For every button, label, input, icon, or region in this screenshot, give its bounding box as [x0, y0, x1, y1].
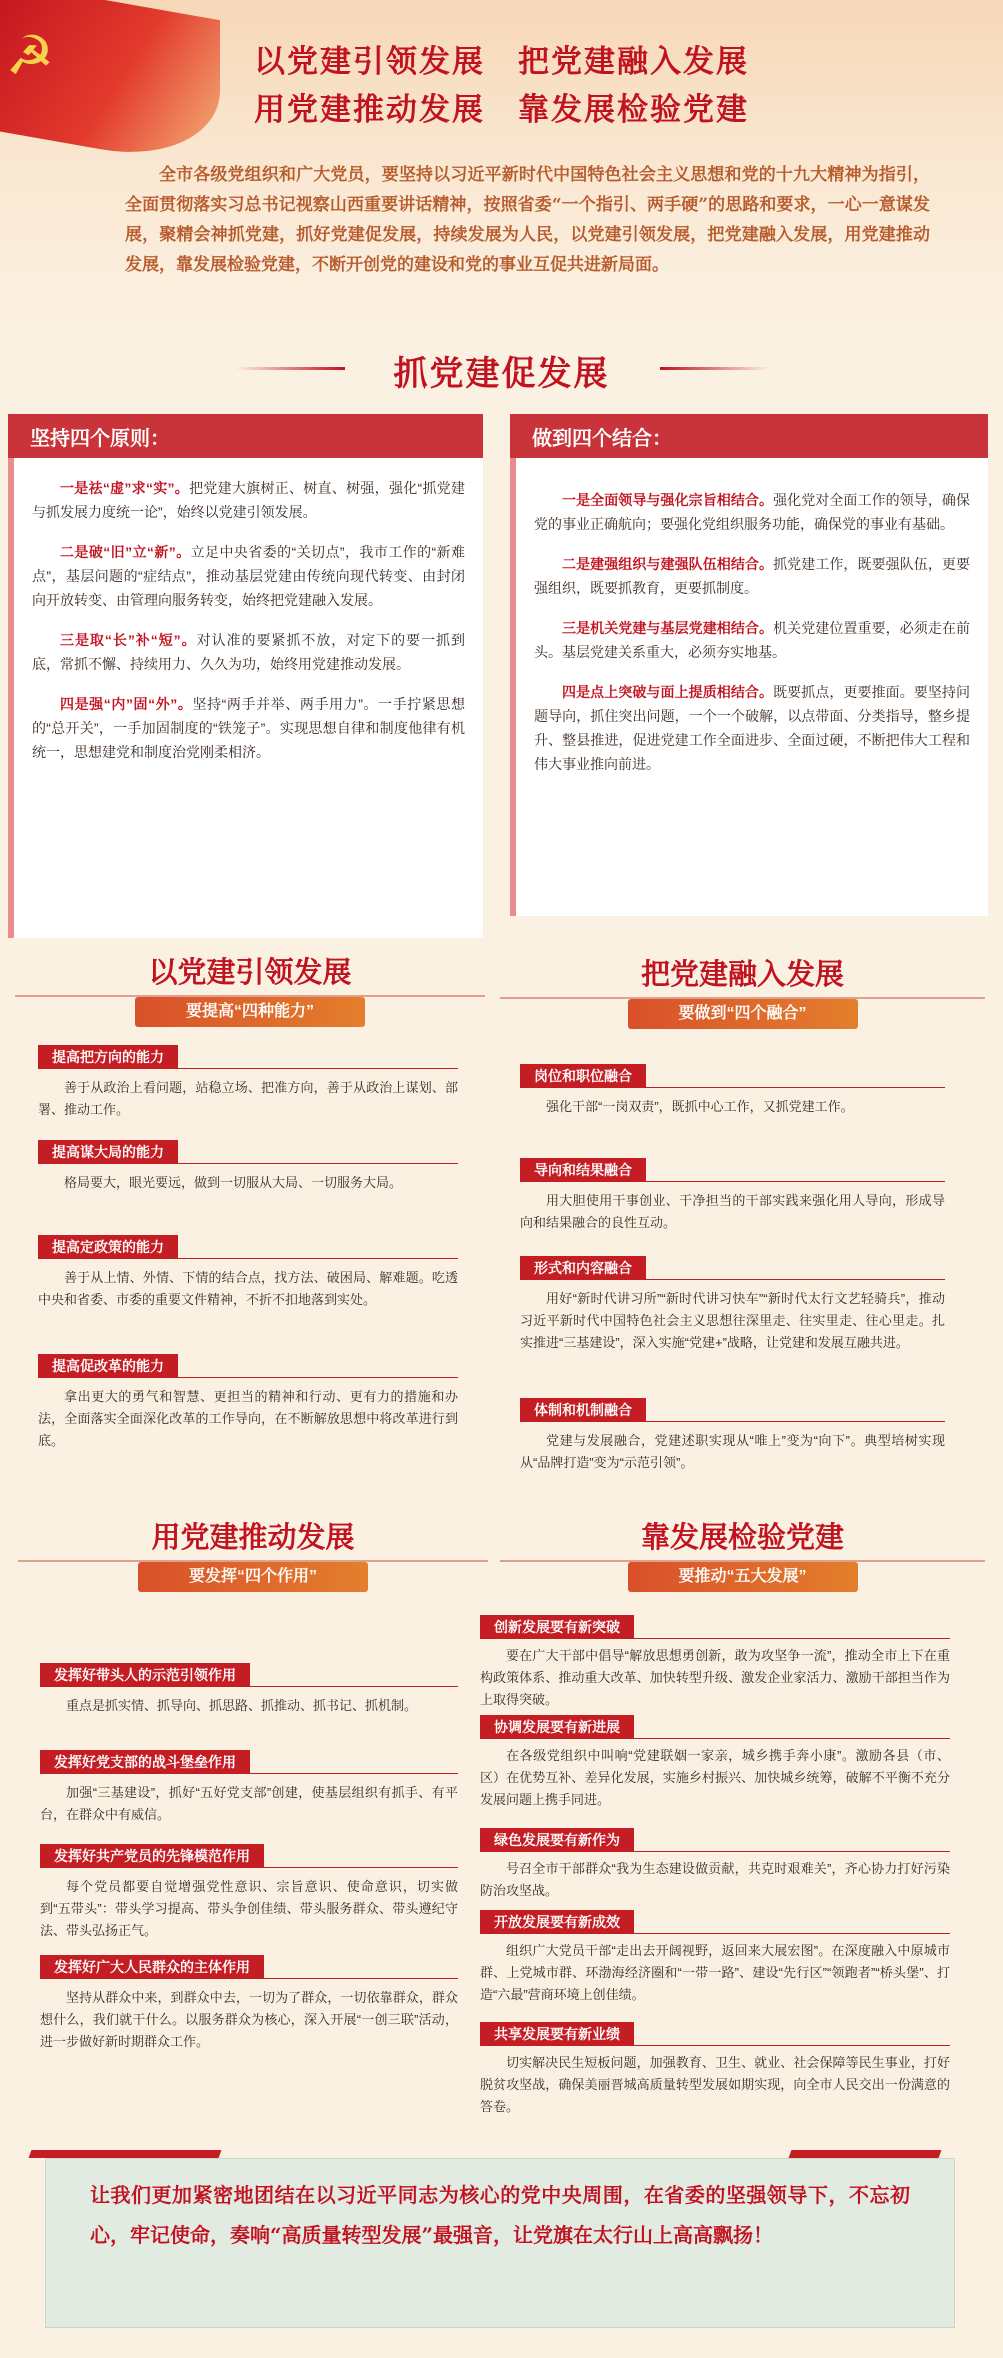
verify-item-text: 要在广大干部中倡导“解放思想勇创新，敢为攻坚争一流”，推动全市上下在重构政策体系、推动重大改革、加快转型升级、激发企业家活力、激励干部担当作为上取得突破。: [480, 1648, 950, 1707]
verify-item-text: 在各级党组织中叫响“党建联姻一家亲，城乡携手奔小康”。激励各县（市、区）在优势互补、差异化发展，实施乡村振兴、加快城乡统筹，破解不平衡不充分发展问题上携手同进。: [480, 1748, 950, 1807]
verify-item-tag: 开放发展要有新成效: [480, 1910, 634, 1934]
integrate-item-text: 用大胆使用干事创业、干净担当的干部实践来强化用人导向，形成导向和结果融合的良性互动。: [520, 1193, 945, 1230]
verify-item: [480, 1910, 950, 2006]
combination-lead: 二是建强组织与建强队伍相结合。: [562, 556, 774, 572]
combination-item: [534, 616, 970, 664]
drive-item-tag: 发挥好党支部的战斗堡垒作用: [40, 1750, 250, 1774]
principles-body: [8, 458, 483, 938]
principles-box: [8, 414, 483, 938]
drive-item-text: 重点是抓实情、抓导向、抓思路、抓推动、抓书记、抓机制。: [66, 1698, 418, 1713]
hammer-sickle-icon: ☭: [5, 24, 55, 87]
combinations-box: [510, 414, 988, 916]
combination-lead: 三是机关党建与基层党建相结合。: [562, 620, 774, 636]
principle-item: [32, 476, 465, 524]
principle-lead: 四是强“内”固“外”。: [60, 696, 193, 712]
section-lead-title: 以党建引领发展: [148, 955, 352, 989]
lead-item-text: 善于从政治上看问题，站稳立场、把准方向，善于从政治上谋划、部署、推动工作。: [38, 1080, 458, 1117]
integrate-item: [520, 1158, 945, 1234]
integrate-item-tag: 导向和结果融合: [520, 1158, 646, 1182]
verify-item: [480, 1615, 950, 1711]
section-lead-banner: 要提高“四种能力”: [135, 997, 365, 1027]
combination-item: [534, 488, 970, 536]
integrate-item-tag: 体制和机制融合: [520, 1398, 646, 1422]
drive-item-text: 每个党员都要自觉增强党性意识、宗旨意识、使命意识，切实做到“五带头”：带头学习提高、带头争创佳绩、带头服务群众、带头遵纪守法、带头弘扬正气。: [40, 1879, 458, 1938]
verify-item-tag: 协调发展要有新进展: [480, 1715, 634, 1739]
integrate-item-tag: 形式和内容融合: [520, 1256, 646, 1280]
integrate-item: [520, 1256, 945, 1354]
principle-item: [32, 628, 465, 676]
drive-item-tag: 发挥好广大人民群众的主体作用: [40, 1955, 264, 1979]
section-integrate-banner: 要做到“四个融合”: [628, 999, 858, 1029]
verify-item: [480, 2022, 950, 2118]
principle-item: [32, 540, 465, 612]
combination-item: [534, 552, 970, 600]
section-drive-title: 用党建推动发展: [151, 1520, 355, 1554]
verify-item: [480, 1828, 950, 1902]
combination-text: 既要抓点，更要推面。要坚持问题导向，抓住突出问题，一个一个破解，以点带面、分类指导，整乡提升、整县推进，促进党建工作全面进步、全面过硬，不断把伟大工程和伟大事业推向前进。: [534, 684, 971, 772]
section-integrate: [500, 952, 985, 1029]
combination-lead: 一是全面领导与强化宗旨相结合。: [562, 492, 774, 508]
principle-lead: 一是祛“虚”求“实”。: [60, 480, 190, 496]
section-verify: [500, 1515, 985, 1592]
lead-item-tag: 提高促改革的能力: [38, 1354, 178, 1378]
lead-item-tag: 提高定政策的能力: [38, 1235, 178, 1259]
combinations-body: [510, 458, 988, 916]
combination-text: 抓党建工作，既要强队伍，更要强组织，既要抓教育，更要抓制度。: [534, 556, 971, 596]
integrate-item-text: 用好“新时代讲习所”“新时代讲习快车”“新时代太行文艺轻骑兵”，推动习近平新时代中国特色社会主义思想往深里走、往实里走、往心里走。扎实推进“三基建设”，深入实施“党建+”战略，让党建和发展互融共进。: [520, 1291, 945, 1350]
main-title: 抓党建促发展: [393, 354, 610, 394]
footer-ribbon: [29, 2150, 222, 2158]
section-lead: [15, 950, 485, 1027]
verify-item: [480, 1715, 950, 1811]
drive-item-text: 加强“三基建设”，抓好“五好党支部”创建，使基层组织有抓手、有平台，在群众中有威信。: [40, 1785, 458, 1822]
lead-item: [38, 1140, 458, 1194]
section-integrate-title: 把党建融入发展: [640, 957, 844, 991]
lead-item-text: 拿出更大的勇气和智慧、更担当的精神和行动、更有力的措施和办法，全面落实全面深化改革的工作导向，在不断解放思想中将改革进行到底。: [38, 1389, 458, 1448]
lead-item-text: 善于从上情、外情、下情的结合点，找方法、破困局、解难题。吃透中央和省委、市委的重要文件精神，不折不扣地落到实处。: [38, 1270, 458, 1307]
combination-text: 强化党对全面工作的领导，确保党的事业正确航向；要强化党组织服务功能，确保党的事业有基础。: [534, 492, 971, 532]
footer-ribbon: [789, 2150, 942, 2158]
integrate-item-text: 党建与发展融合，党建述职实现从“唯上”变为“向下”。典型培树实现从“品牌打造”变为“示范引领”。: [520, 1433, 945, 1470]
combination-item: [534, 680, 970, 776]
drive-item: [40, 1750, 458, 1826]
verify-item-tag: 共享发展要有新业绩: [480, 2022, 634, 2046]
combinations-heading: 做到四个结合：: [510, 414, 988, 458]
lead-item: [38, 1235, 458, 1311]
verify-item-text: 切实解决民生短板问题，加强教育、卫生、就业、社会保障等民生事业，打好脱贫攻坚战，确保美丽晋城高质量转型发展如期实现，向全市人民交出一份满意的答卷。: [480, 2055, 950, 2114]
footer-text: 让我们更加紧密地团结在以习近平同志为核心的党中央周围，在省委的坚强领导下，不忘初心，牢记使命，奏响“高质量转型发展”最强音，让党旗在太行山上高高飘扬！: [90, 2183, 910, 2247]
principles-heading: 坚持四个原则：: [8, 414, 483, 458]
lead-item-tag: 提高把方向的能力: [38, 1045, 178, 1069]
drive-item-tag: 发挥好共产党员的先锋模范作用: [40, 1844, 264, 1868]
title-decoration-right: [660, 367, 770, 370]
header-title-line2: 用党建推动发展 靠发展检验党建: [254, 92, 749, 128]
section-verify-title: 靠发展检验党建: [640, 1520, 844, 1554]
drive-item: [40, 1663, 458, 1717]
integrate-item: [520, 1398, 945, 1474]
principle-item: [32, 692, 465, 764]
principle-text: 坚持“两手并举、两手用力”。一手拧紧思想的“总开关”，一手加固制度的“铁笼子”。实现思想自律和制度他律有机统一，思想建党和制度治党刚柔相济。: [32, 696, 465, 760]
lead-item-text: 格局要大，眼光要远，做到一切服从大局、一切服务大局。: [64, 1175, 403, 1190]
principle-lead: 二是破“旧”立“新”。: [60, 544, 191, 560]
section-drive-banner: 要发挥“四个作用”: [138, 1562, 368, 1592]
drive-item-tag: 发挥好带头人的示范引领作用: [40, 1663, 250, 1687]
principle-text: 把党建大旗树正、树直、树强，强化“抓党建与抓发展力度统一论”，始终以党建引领发展。: [32, 480, 465, 520]
combination-lead: 四是点上突破与面上提质相结合。: [562, 684, 774, 700]
principle-lead: 三是取“长”补“短”。: [60, 632, 197, 648]
integrate-item-text: 强化干部“一岗双责”，既抓中心工作，又抓党建工作。: [546, 1099, 854, 1114]
intro-paragraph: 全市各级党组织和广大党员，要坚持以习近平新时代中国特色社会主义思想和党的十九大精神为指引，全面贯彻落实习总书记视察山西重要讲话精神，按照省委“一个指引、两手硬”的思路和要求，一心一意谋发展，聚精会神抓党建，抓好党建促发展，持续发展为人民，以党建引领发展，把党建融入发展，用党建推动发展，靠发展检验党建，不断开创党的建设和党的事业互促共进新局面。: [125, 165, 930, 275]
integrate-item: [520, 1064, 945, 1118]
drive-item: [40, 1844, 458, 1942]
principle-text: 对认准的要紧抓不放，对定下的要一抓到底，常抓不懈、持续用力、久久为功，始终用党建推动发展。: [32, 632, 466, 672]
principle-text: 立足中央省委的“关切点”，我市工作的“新难点”，基层问题的“症结点”，推动基层党建由传统向现代转变、由封闭向开放转变、由管理向服务转变，始终把党建融入发展。: [32, 544, 465, 608]
combination-text: 机关党建位置重要，必须走在前头。基层党建关系重大，必须夯实地基。: [534, 620, 971, 660]
verify-item-text: 组织广大党员干部“走出去开阔视野，返回来大展宏图”。在深度融入中原城市群、上党城市群、环渤海经济圈和“一带一路”、建设“先行区”“领跑者”“桥头堡”、打造“六最”营商环境上创佳绩。: [480, 1943, 950, 2002]
verify-item-text: 号召全市干部群众“我为生态建设做贡献，共克时艰难关”，齐心协力打好污染防治攻坚战。: [480, 1861, 950, 1898]
lead-item: [38, 1045, 458, 1121]
verify-item-tag: 绿色发展要有新作为: [480, 1828, 634, 1852]
section-verify-banner: 要推动“五大发展”: [628, 1562, 858, 1592]
header-title-line1: 以党建引领发展 把党建融入发展: [254, 44, 749, 80]
section-drive: [18, 1515, 488, 1592]
integrate-item-tag: 岗位和职位融合: [520, 1064, 646, 1088]
drive-item-text: 坚持从群众中来，到群众中去，一切为了群众，一切依靠群众，群众想什么，我们就干什么。以服务群众为核心，深入开展“一创三联”活动，进一步做好新时期群众工作。: [40, 1990, 458, 2049]
verify-item-tag: 创新发展要有新突破: [480, 1615, 634, 1639]
drive-item: [40, 1955, 458, 2053]
lead-item: [38, 1354, 458, 1452]
lead-item-tag: 提高谋大局的能力: [38, 1140, 178, 1164]
